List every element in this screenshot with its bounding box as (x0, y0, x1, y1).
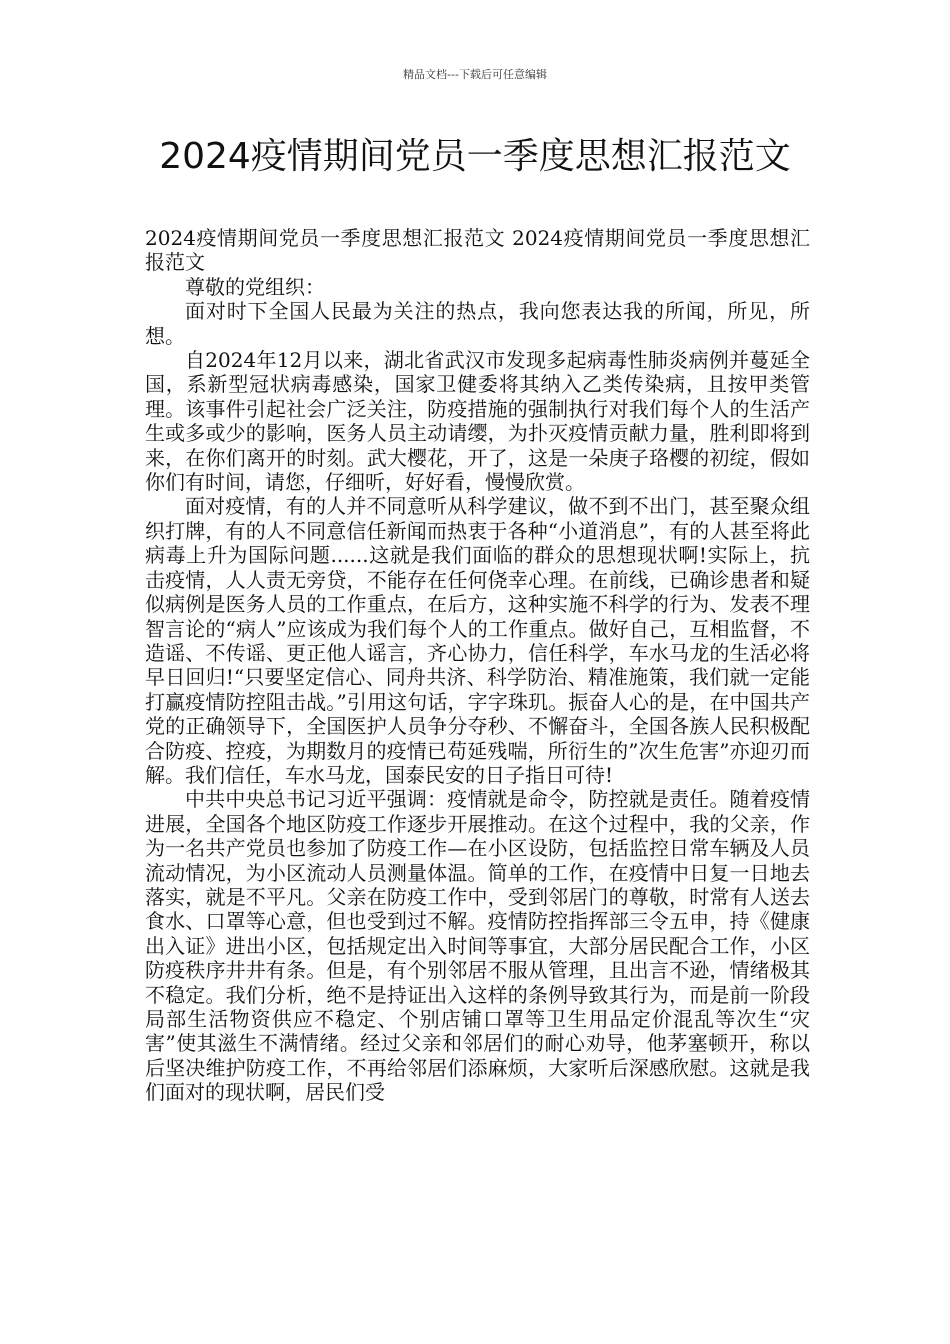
paragraph-heading-repeat: 2024疫情期间党员一季度思想汇报范文 2024疫情期间党员一季度思想汇报范文 (145, 226, 810, 275)
paragraph-father-story: 中共中央总书记习近平强调：疫情就是命令，防控就是责任。随着疫情进展，全国各个地区防疫工作逐步开展推动。在这个过程中，我的父亲，作为一名共产党员也参加了防疫工作—在小区设防，包括监控日常车辆及人员流动情况，为小区流动人员测量体温。简单的工作，在疫情中日复一日地去落实，就是不平凡。父亲在防疫工作中，受到邻居门的尊敬，时常有人送去食水、口罩等心意，但也受到过不解。疫情防控指挥部三令五申，持《健康出入证》进出小区，包括规定出入时间等事宜，大部分居民配合工作，小区防疫秩序井井有条。但是，有个别邻居不服从管理，且出言不逊，情绪极其不稳定。我们分析，绝不是持证出入这样的条例导致其行为，而是前一阶段局部生活物资供应不稳定、个别店铺口罩等卫生用品定价混乱等次生“灾害”使其滋生不满情绪。经过父亲和邻居们的耐心劝导，他茅塞顿开，称以后坚决维护防疫工作，不再给邻居们添麻烦，大家听后深感欣慰。这就是我们面对的现状啊，居民们受 (145, 787, 810, 1105)
paragraph-background: 自2024年12月以来，湖北省武汉市发现多起病毒性肺炎病例并蔓延全国，系新型冠状病毒感染，国家卫健委将其纳入乙类传染病，且按甲类管理。该事件引起社会广泛关注，防疫措施的强制执行对我们每个人的生活产生或多或少的影响，医务人员主动请缨，为扑灭疫情贡献力量，胜利即将到来，在你们离开的时刻。武大樱花，开了，这是一朵庚子珞樱的初绽，假如你们有时间，请您，仔细听，好好看，慢慢欣赏。 (145, 348, 810, 495)
document-title: 2024疫情期间党员一季度思想汇报范文 (159, 136, 791, 177)
document-body (145, 226, 810, 1105)
paragraph-salutation: 尊敬的党组织： (185, 274, 325, 299)
paragraph-intro: 面对时下全国人民最为关注的热点，我向您表达我的所闻，所见，所想。 (145, 299, 810, 348)
paragraph-public-attitude: 面对疫情，有的人并不同意听从科学建议，做不到不出门，甚至聚众组织打牌，有的人不同意信任新闻而热衷于各种“小道消息”，有的人甚至将此病毒上升为国际问题......这就是我们面临的群众的思想现状啊!实际上，抗击疫情，人人责无旁贷，不能存在任何侥幸心理。在前线，已确诊患者和疑似病例是医务人员的工作重点，在后方，这种实施不科学的行为、发表不理智言论的“病人”应该成为我们每个人的工作重点。做好自己，互相监督，不造谣、不传谣、更正他人谣言，齐心协力，信任科学，车水马龙的生活必将早日回归!“只要坚定信心、同舟共济、科学防治、精准施策，我们就一定能打赢疫情防控阻击战。”引用这句话，字字珠玑。振奋人心的是，在中国共产党的正确领导下，全国医护人员争分夺秒、不懈奋斗，全国各族人民积极配合防疫、控疫，为期数月的疫情已苟延残喘，所衍生的”次生危害”亦迎刃而解。我们信任，车水马龙，国泰民安的日子指日可待! (145, 494, 810, 787)
page-header-note: 精品文档---下载后可任意编辑 (403, 68, 547, 81)
